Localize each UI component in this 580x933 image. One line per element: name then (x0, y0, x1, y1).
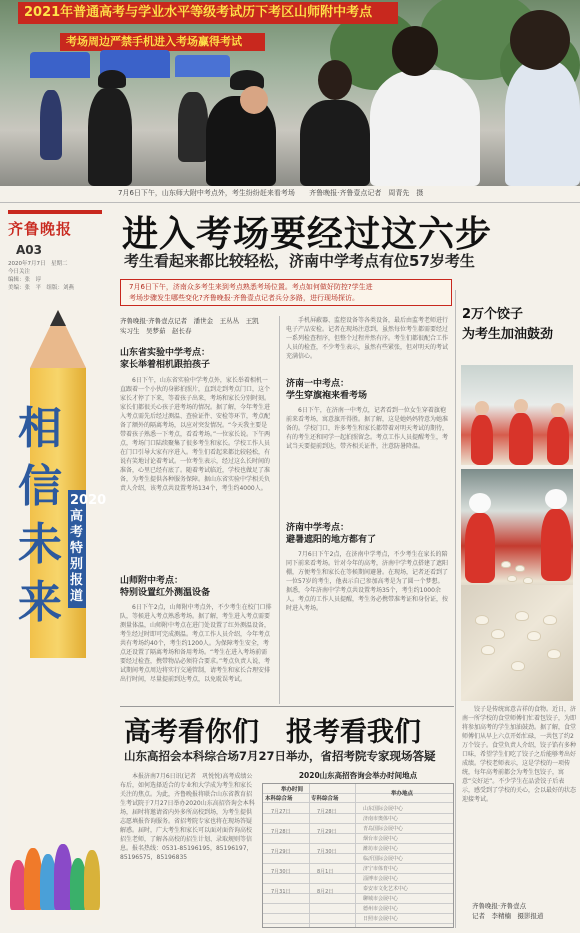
masthead-meta (8, 260, 102, 292)
body-text: 本报济南7月6日讯(记者 巩悦悦)高考成绩公布后，如何选择适合的专业和大学成为考生和家长关注的焦点。为此，齐鲁晚报将联合山东省教育招生考试院于7月27日举办2020山东高招咨询会本科场，届时将邀请省内外多所高校到场，为考生提供志愿填报咨询服务。省招考院专家也将在现场答疑解惑。届时，广大考生和家长可以面对面咨询高校招生老师，了解各高校的招生计划、录取规则等信息。报名热线：0531-85196195，85196197，85196575，85196835 (120, 773, 255, 861)
sidebar-ad (8, 300, 107, 925)
police-officer (88, 88, 132, 186)
table-header: 本科综合场 (265, 796, 293, 802)
ad-main-text: 相信未来 (18, 403, 62, 628)
table-row-line (263, 903, 453, 904)
table-header: 举办地点 (391, 791, 414, 797)
tent (175, 55, 230, 77)
cook-head (514, 399, 528, 413)
right-title-line: 为考生加油鼓劲 (462, 327, 554, 342)
dumpling (515, 611, 529, 621)
section-body (120, 603, 272, 703)
table-row-line (263, 833, 453, 834)
section-title-line: 避暑遮阳的地方都有了 (286, 535, 377, 545)
schedule-table (260, 770, 456, 928)
dumpling (527, 631, 541, 641)
right-credit (472, 901, 544, 921)
dumpling (491, 629, 505, 639)
table-cell-place: 聊城市会展中心 (363, 896, 399, 902)
table-cell-place: 德州市会展中心 (363, 906, 399, 912)
police-cap (98, 70, 126, 88)
table-cell-place: 泰安市文化艺术中心 (363, 886, 409, 892)
cook (471, 415, 493, 465)
dumpling (523, 577, 533, 584)
right-body (462, 705, 576, 915)
section-divider (120, 706, 454, 707)
dumpling-tray-photo (461, 585, 573, 701)
table-cell-place: 山东国际会展中心 (363, 806, 404, 812)
table-title: 2020山东高招咨询会举办时间地点 (298, 771, 418, 780)
masthead-date: 2020年7月7日 星期二 (8, 261, 68, 267)
caption-credit: 齐鲁晚报·齐鲁壹点记者 周青先 摄 (309, 189, 424, 197)
section-title (120, 347, 210, 371)
student-black-shirt (300, 100, 370, 186)
main-headline: 进入考场要经过这六步 (122, 213, 493, 255)
person-mask (505, 60, 580, 186)
table-row-line (263, 843, 453, 844)
guard-head (240, 86, 268, 114)
photo-caption (118, 188, 423, 198)
section-title-line: 山东省实验中学考点： (120, 348, 211, 358)
table-row-line (263, 863, 453, 864)
table-cell-benke-date: 7月28日 (271, 829, 291, 835)
kitchen-photo (461, 365, 573, 465)
student-hair (392, 26, 438, 76)
body-text: 6日下午，山东省实验中学考点外，家长举着相机一直跟着一个小伙的身影拍照片，直到走到考点门口，这个家长才停了下来，等着孩子出来，考场和家长分别时刻。家长们都很关心孩子进考场的情况。据了解，今年考生进入考点需先后经过测温、查验证件、安检等环节，考点配备了额外的隔离考场，以应对突发情况。“今天我主要是带着孩子熟悉一下考点，看看考场。”一位家长说。下午两点，考场门口陆续聚集了很多考生和家长。学校工作人员在门口引导大家有序进入。考生们看起来都比较轻松，有说有笑地讨论着考试。一位考生表示，经过这么长时间的准备，心里已经有底了。随着考试临近，学校也做足了准备，为考生提供各种服务保障。据山东省实验中学相关负责人介绍，该考点共设置考场134个，考生约4000人。 (120, 377, 271, 492)
dumpling (475, 615, 489, 625)
table-cell-zhuanke-date: 8月2日 (317, 889, 334, 895)
person-hair (510, 10, 570, 70)
second-subhead: 山东高招会本科综合场7月27日举办，省招考院专家现场答疑 (124, 749, 436, 763)
lead-line: 7月6日下午，济南众多考生来到考点熟悉考场位置。考点如何做好防控?学生进 (129, 283, 373, 291)
newspaper-logo: 齐鲁晚报 (8, 220, 73, 238)
dumpling (515, 565, 525, 572)
table-cell-benke-date: 7月31日 (271, 889, 291, 895)
masthead (8, 218, 102, 292)
credit-line: 齐鲁晚报·齐鲁壹点 (472, 902, 527, 910)
main-subhead: 考生看起来都比较轻松，济南中学考点有位57岁考生 (124, 252, 475, 270)
masthead-bar (8, 210, 102, 214)
section-title-line: 特别设置红外测温设备 (120, 588, 211, 598)
section-title (120, 575, 210, 599)
table-row-line (263, 853, 453, 854)
credit-line: 记者 李精楠 摄影报道 (472, 912, 544, 920)
table-header: 专科综合场 (311, 796, 339, 802)
section-body (120, 376, 272, 568)
masthead-section: 今日关注 (8, 269, 31, 275)
section-body (286, 406, 448, 516)
banner-exam-site: 2021年普通高考与学业水平等级考试历下考区山师附中考点 (18, 2, 398, 24)
caption-text: 7月6日下午，山东师大附中考点外，考生纷纷赶来看考场 (118, 189, 295, 197)
body-text: 饺子是传统寓意吉祥的食物。近日，济南一所学校的食堂师傅们忙着包饺子，为即将参加高考的学生加油鼓劲。据了解，食堂师傅们从早上六点开始忙碌，一共包了约2万个饺子。食堂负责人介绍，饺子馅有多种口味，希望学生们吃了饺子之后能够考出好成绩。学校老师表示，这是学校的一项传统，每年高考前都会为考生包饺子，寓意“交好运”。不少学生在品尝饺子后表示，感受到了学校的关心，会以最好的状态迎接考试。 (462, 706, 576, 803)
body-text: 7月6日下午2点，在济南中学考点，不少考生在家长的陪同下前来看考场。针对今年的高考，济南中学考点搭建了遮阳棚，方便考生和家长在等候期间避暑。在现场，记者还看到了一位57岁的考生，他表示自己参加高考是为了圆一个梦想。据悉，今年济南中学考点共设置考场35个，考生约1000余人。考点的工作人员提醒，考生务必携带准考证和身份证，按时进入考场。 (286, 551, 448, 612)
figure (84, 850, 100, 910)
masthead-designer: 美编：张 平 组版：刘燕 (8, 285, 75, 291)
byline: 实习生 吴梦茹 赵长春 (120, 327, 192, 335)
security-guard (206, 96, 276, 186)
body-text: 手机屏蔽器、监控设备等各类设备，最后由监考老师进行电子产品安检。记者在现场注意到，虽然每位考生都需要经过一系列检查程序，但整个过程井然有序。考生们都很配合工作人员的检查，不少考生表示，虽然有些紧张，但对明天的考试充满信心。 (286, 317, 448, 360)
cook (465, 513, 495, 583)
table-header: 举办时间 (281, 787, 304, 793)
table-row-line (263, 893, 453, 894)
table-row-line (263, 923, 453, 924)
table-cell-place: 济南市奥体中心 (363, 816, 399, 822)
table-cell-benke-date: 7月29日 (271, 849, 291, 855)
section-title (286, 522, 376, 546)
dumpling (481, 645, 495, 655)
section-title-line: 济南一中考点： (286, 379, 350, 389)
cook-hat (545, 489, 567, 509)
lead-line: 考场步骤发生哪些变化?齐鲁晚报·齐鲁壹点记者兵分多路，进行现场探访。 (129, 294, 359, 302)
cook-hat (469, 493, 491, 513)
table-row-line (263, 883, 453, 884)
table-cell-zhuanke-date: 7月30日 (317, 849, 337, 855)
byline: 齐鲁晚报·齐鲁壹点记者 潘世金 王丛丛 王凯 (120, 317, 259, 325)
col3-body (120, 772, 256, 928)
section-body (286, 316, 448, 372)
table-cell-place: 临沂国际会展中心 (363, 856, 404, 862)
cook (541, 509, 571, 581)
table-cell-place: 淄博市会展中心 (363, 876, 399, 882)
table-cell-zhuanke-date: 7月29日 (317, 829, 337, 835)
dumpling (507, 575, 517, 582)
table-row-line (263, 913, 453, 914)
right-panel (454, 289, 580, 929)
table-row-line (263, 813, 453, 814)
cook (547, 417, 569, 465)
table-col-line (355, 784, 356, 927)
student-white-shirt (370, 70, 480, 186)
table-cell-place: 日照市会展中心 (363, 916, 399, 922)
person (178, 92, 208, 162)
banner-no-phones: 考场周边严禁手机进入考场赢得考试 (60, 33, 265, 51)
col1-byline (120, 316, 272, 336)
table-row-line (263, 823, 453, 824)
figures-graphic (8, 840, 102, 920)
table-cell-place: 济宁市体育中心 (363, 866, 399, 872)
column-divider (279, 316, 280, 704)
lead-box (120, 279, 452, 306)
section-title (286, 378, 367, 402)
table-grid (262, 783, 454, 928)
table-cell-zhuanke-date: 7月28日 (317, 809, 337, 815)
second-headline: 高考看你们 报考看我们 (124, 717, 421, 748)
person (40, 90, 62, 160)
student-hair (318, 60, 352, 100)
body-text: 6日下午2点，山师附中考点外，不少考生在校门口排队，等候进入考点熟悉考场。据了解，考生进入考点需要测量体温，山师附中考点在进门处设置了红外测温设备，考生经过时即可完成测温。考点工作人员介绍，今年考点共有考场约40个，考生约1200人。为保障考生安全，考点还设置了隔离考场和备用考场。“考生在进入考场前需要经过检查，携带物品必须符合要求。”考点负责人说，考试期间考点周边将实行交通管制，请考生和家长合理安排出行时间，尽量提前到达考点，以免耽误考试。 (120, 604, 272, 683)
top-photo (0, 0, 580, 186)
dumpling (547, 649, 561, 659)
dumpling (501, 561, 511, 568)
section-title-line: 山师附中考点： (120, 576, 184, 586)
right-title (462, 305, 553, 345)
table-row-line (263, 802, 453, 803)
table-cell-zhuanke-date: 8月1日 (317, 869, 334, 875)
tent (30, 52, 90, 78)
table-cell-place: 烟台市会展中心 (363, 836, 399, 842)
table-row-line (263, 873, 453, 874)
table-cell-benke-date: 7月30日 (271, 869, 291, 875)
dumpling (543, 615, 557, 625)
ad-sub-text: 2020高考特别报道 (68, 490, 86, 608)
table-cell-place: 潍坊市会展中心 (363, 846, 399, 852)
pencil-lead (50, 310, 66, 326)
table-cell-benke-date: 7月27日 (271, 809, 291, 815)
section-title-line: 家长举着相机跟拍孩子 (120, 360, 211, 370)
section-title-line: 学生穿旗袍来看考场 (286, 391, 368, 401)
right-title-line: 2万个饺子 (462, 307, 524, 322)
dumpling (511, 661, 525, 671)
section-body (286, 550, 448, 702)
page-number: A03 (16, 243, 42, 257)
body-text: 6日下午，在济南一中考点，记者看到一位女生穿着旗袍前来看考场，寓意旗开得胜。据了解，这是她妈妈特意为她准备的。学校门口，许多考生和家长都带着对明天考试的期待，有的考生还和同学一起拍照留念。考点工作人员提醒考生，考试当天要提前到达，带齐相关证件，注意防暑降温。 (286, 407, 448, 450)
section-title-line: 济南中学考点： (286, 523, 350, 533)
table-cell-place: 青岛国际会展中心 (363, 826, 404, 832)
masthead-editor: 编辑：张 谆 (8, 277, 42, 283)
cook (509, 413, 533, 465)
table-col-line (309, 784, 310, 927)
cook-head (475, 401, 489, 415)
cook-head (551, 403, 565, 417)
